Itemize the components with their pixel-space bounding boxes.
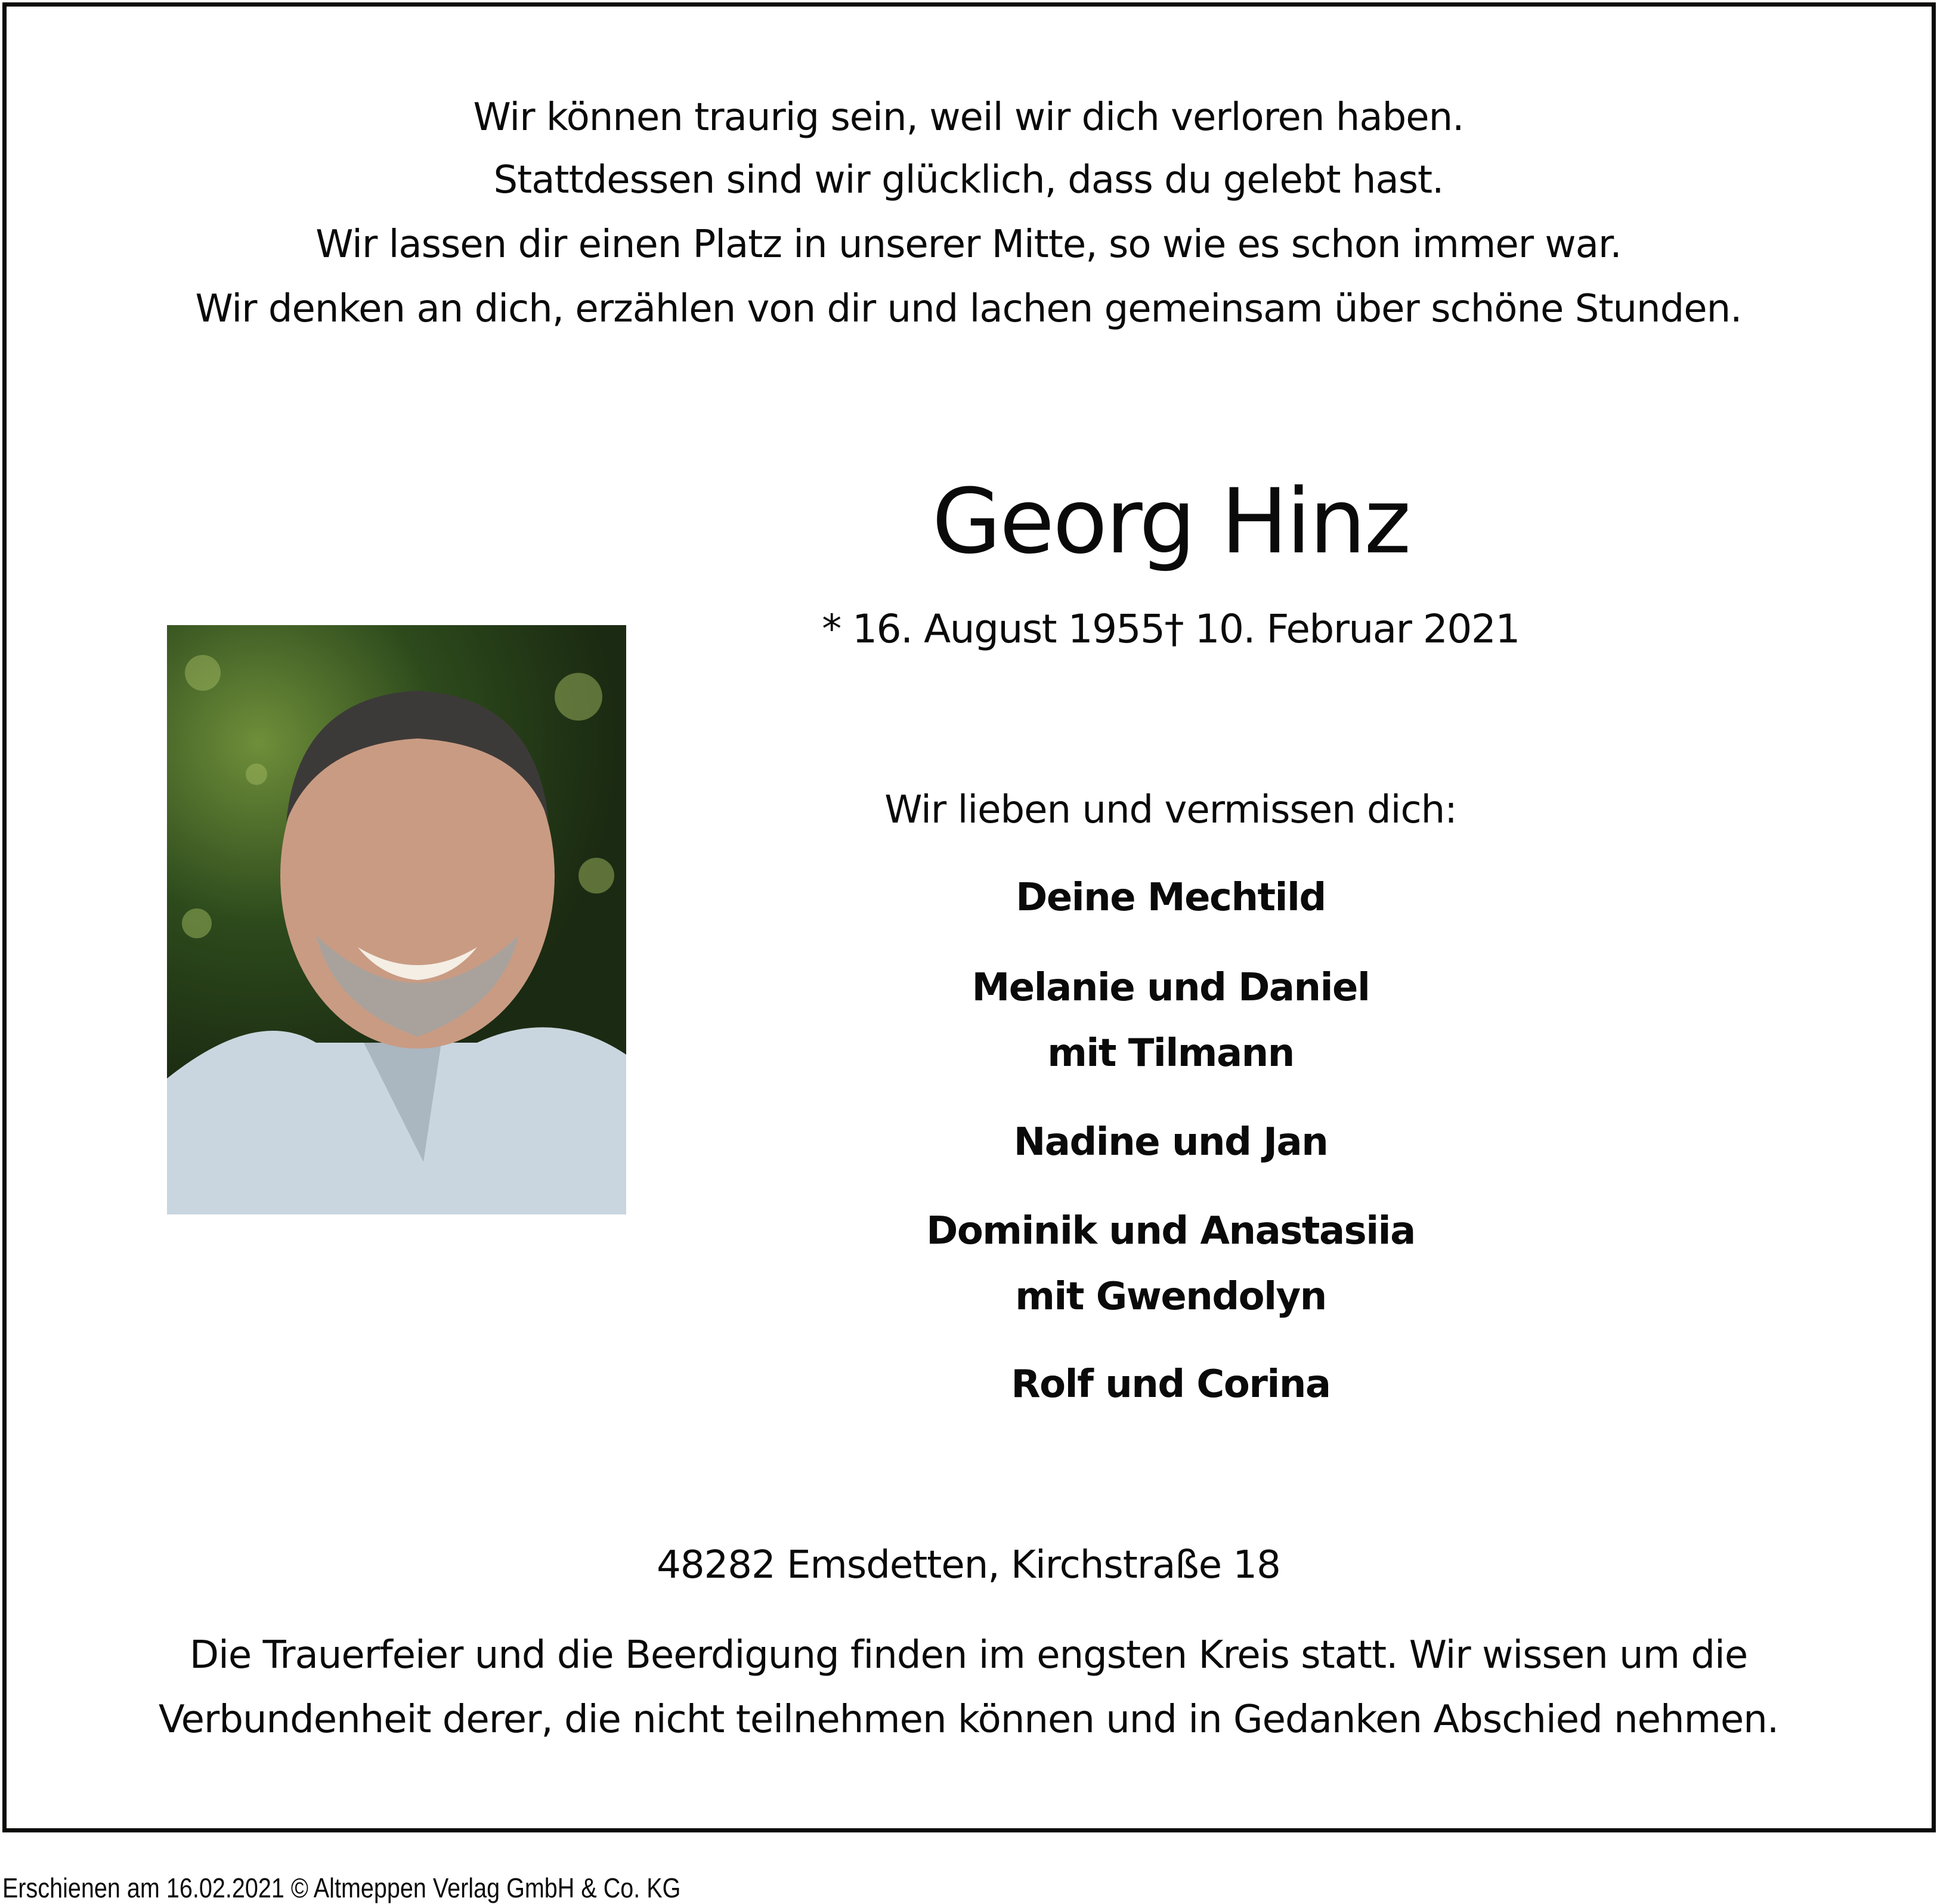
mourner: mit Tilmann	[1047, 1031, 1294, 1075]
mourner: mit Gwendolyn	[1015, 1275, 1326, 1319]
mourners-intro: Wir lieben und vermissen dich:	[884, 788, 1457, 832]
publication-footer: Erschienen am 16.02.2021 © Altmeppen Verlag GmbH & Co. KG	[2, 1872, 681, 1903]
closing-line: Die Trauerfeier und die Beerdigung finden im engsten Kreis statt. Wir wissen um die	[189, 1633, 1748, 1677]
death-date: † 10. Februar 2021	[1164, 606, 1520, 652]
portrait-photo	[167, 625, 626, 1214]
mourner: Rolf und Corina	[1011, 1362, 1330, 1407]
poem-line: Wir denken an dich, erzählen von dir und lachen gemeinsam über schöne Stunden.	[195, 287, 1742, 331]
poem-line: Stattdessen sind wir glücklich, dass du gelebt hast.	[493, 158, 1444, 202]
mourner: Dominik und Anastasiia	[926, 1209, 1415, 1253]
closing-line: Verbundenheit derer, die nicht teilnehmen können und in Gedanken Abschied nehmen.	[158, 1698, 1779, 1742]
poem-line: Wir können traurig sein, weil wir dich verloren haben.	[473, 95, 1464, 140]
deceased-name: Georg Hinz	[932, 470, 1410, 574]
address: 48282 Emsdetten, Kirchstraße 18	[657, 1543, 1280, 1587]
mourner: Nadine und Jan	[1013, 1120, 1328, 1164]
mourner: Deine Mechtild	[1016, 876, 1326, 920]
birth-date: * 16. August 1955	[822, 606, 1165, 652]
mourner: Melanie und Daniel	[971, 966, 1370, 1010]
poem-line: Wir lassen dir einen Platz in unserer Mitte, so wie es schon immer war.	[315, 222, 1622, 267]
